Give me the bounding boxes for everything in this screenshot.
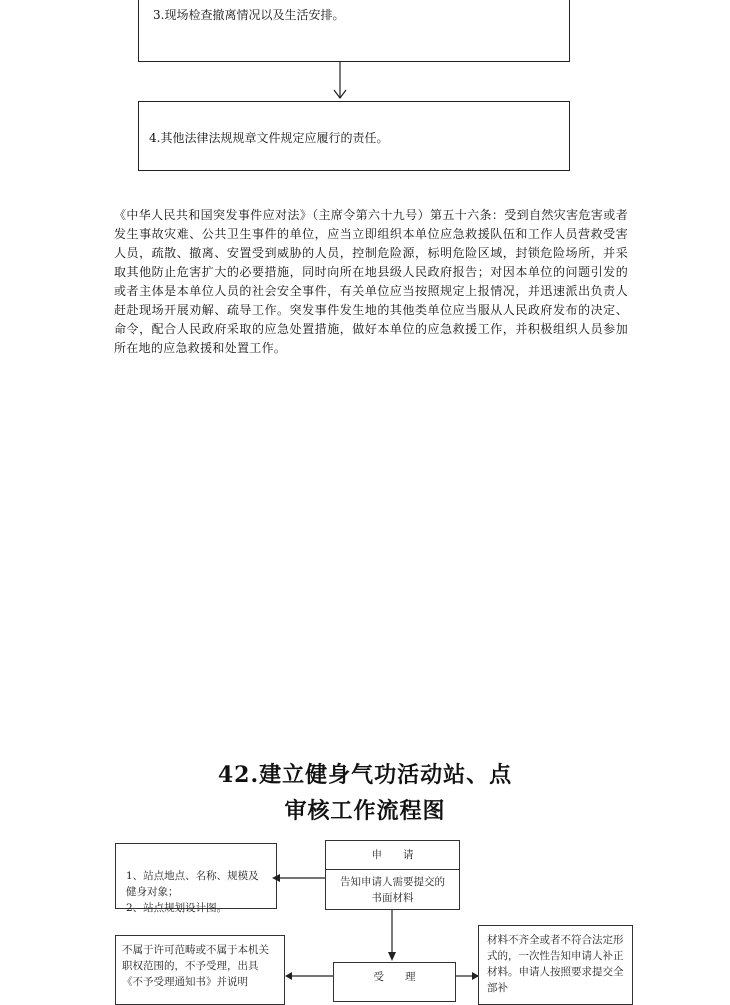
section-title-line1: 42.建立健身气功活动站、点 [217,762,513,788]
flow-step-3-text: 3.现场检查撤离情况以及生活安排。 [153,8,345,22]
arrow-apply-to-accept-head [388,952,396,961]
accept-title: 受 理 [373,971,416,983]
reject-text: 不属于许可范畴或不属于本机关职权范围的，不予受理，出具《不予受理通知书》并说明 [122,944,269,988]
law-paragraph: 《中华人民共和国突发事件应对法》（主席令第六十九号）第五十六条：受到自然灾害危害或者发生事故灾难、公共卫生事件的单位，应当立即组织本单位应急救援队伍和工作人员营救受害人员，疏散、撤离、安置受到威胁的人员，控制危险源，标明危险区域，封锁危险场所，并采取其他防止危害扩大的必要措施，同时向所在地县级人民政府报告；对因本单位的问题引发的或者主体是本单位人员的社会安全事件，有关单位应当按照规定上报情况，并迅速派出负责人赶赴现场开展劝解、疏导工作。突发事件发生地的其他类单位应当服从人民政府发布的决定、命令，配合人民政府采取的应急处置措施，做好本单位的应急救援工作，并积极组织人员参加所在地的应急救援和处置工作。 [114,208,628,355]
arrow-accept-to-supplement-head [472,972,479,980]
required-materials-text: 1、站点地点、名称、规模及健身对象； 2、站点规划设计图。 [126,870,259,914]
apply-title: 申 请 [371,849,414,861]
apply-subtitle: 告知申请人需要提交的书面材料 [340,876,445,904]
section-title-line2: 审核工作流程图 [284,798,446,824]
flow-step-4-text: 4.其他法律法规规章文件规定应履行的责任。 [149,131,389,145]
arrow-accept-to-reject-head [285,972,292,980]
arrow-apply-to-materials-head [272,874,280,882]
supplement-text: 材料不齐全或者不符合法定形式的，一次性告知申请人补正材料。申请人按照要求提交全部补 [487,934,624,994]
